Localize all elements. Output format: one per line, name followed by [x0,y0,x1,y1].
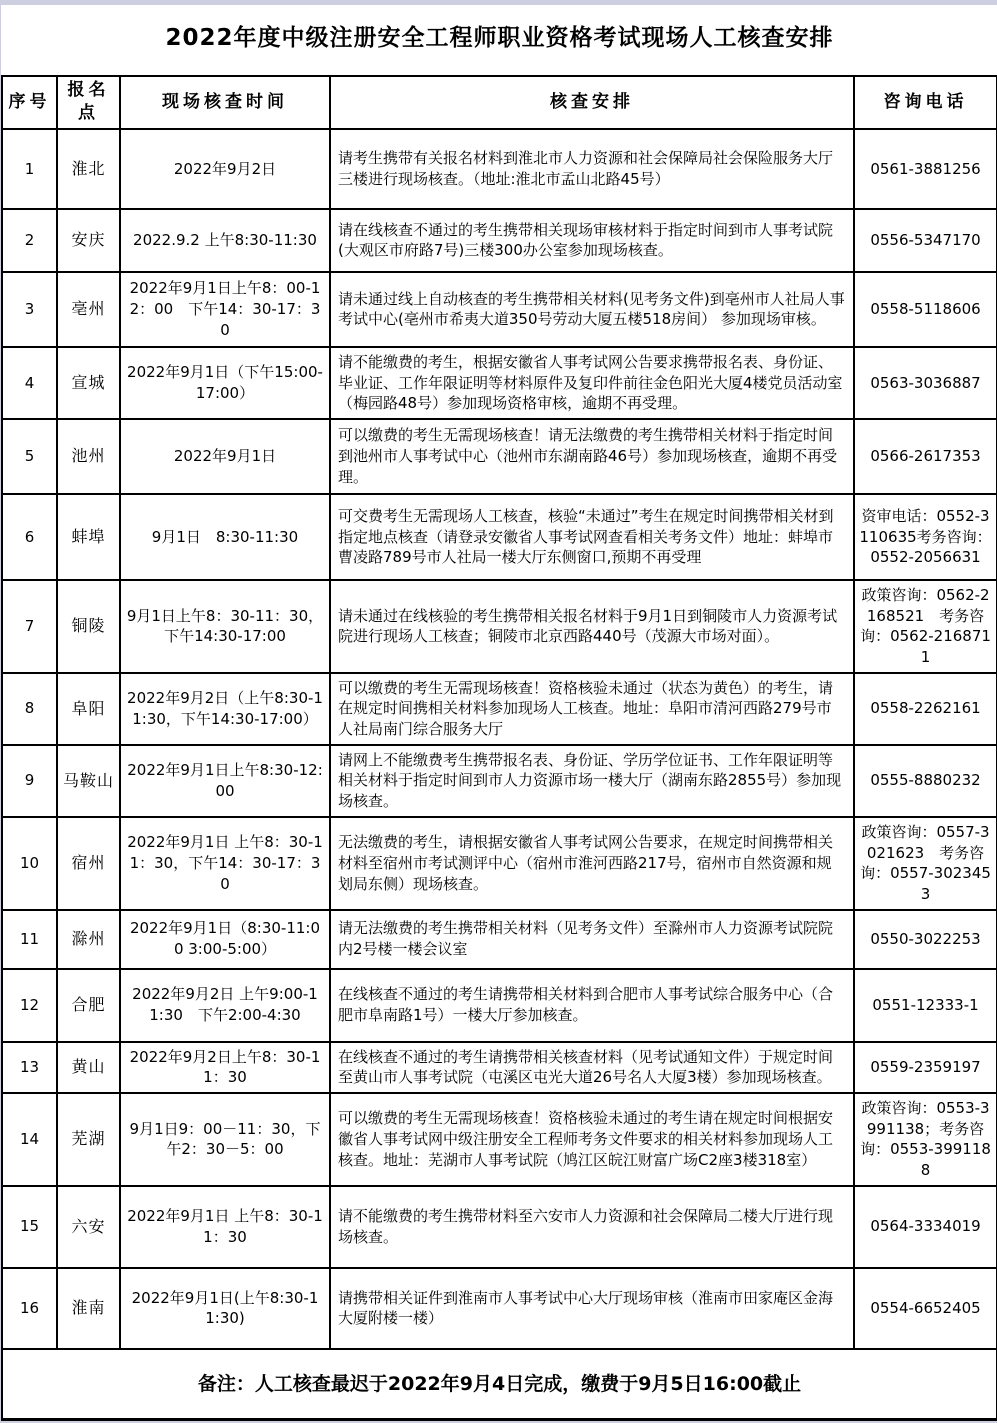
cell-registration-point: 淮南 [57,1268,120,1349]
cell-registration-point: 黄山 [57,1042,120,1093]
cell-registration-point: 宣城 [57,347,120,419]
cell-serial-number: 6 [2,494,57,580]
cell-consultation-phone: 政策咨询：0557-3021623 考务咨询：0557-3023453 [854,817,997,910]
cell-serial-number: 16 [2,1268,57,1349]
page-title: 2022年度中级注册安全工程师职业资格考试现场人工核查安排 [2,5,997,76]
cell-consultation-phone: 0563-3036887 [854,347,997,419]
cell-verification-arrangement: 请无法缴费的考生携带相关材料（见考务文件）至滁州市人力资源考试院院内2号楼一楼会议室 [330,910,854,969]
cell-consultation-phone: 0558-2262161 [854,673,997,745]
cell-verification-time: 2022年9月2日上午8：30-11：30 [120,1042,330,1093]
cell-verification-arrangement: 无法缴费的考生，请根据安徽省人事考试网公告要求，在规定时间携带相关材料至宿州市考试测评中心（宿州市淮河西路217号，宿州市自然资源和规划局东侧）现场核查。 [330,817,854,910]
cell-consultation-phone: 0554-6652405 [854,1268,997,1349]
cell-consultation-phone: 0558-5118606 [854,272,997,347]
table-row [2,1093,997,1186]
cell-verification-arrangement: 请网上不能缴费考生携带报名表、身份证、学历学位证书、工作年限证明等相关材料于指定时间到市人力资源市场一楼大厅（湖南东路2855号）参加现场核查。 [330,745,854,817]
cell-verification-arrangement: 请不能缴费的考生，根据安徽省人事考试网公告要求携带报名表、身份证、毕业证、工作年限证明等材料原件及复印件前往金色阳光大厦4楼党员活动室（梅园路48号）参加现场资格审核，逾期不再受理。 [330,347,854,419]
cell-verification-arrangement: 可以缴费的考生无需现场核查！资格核验未通过的考生请在规定时间根据安徽省人事考试网中级注册安全工程师考务文件要求的相关材料参加现场人工核查。地址：芜湖市人事考试院（鸠江区皖江财富广场C2座3楼318室） [330,1093,854,1186]
cell-registration-point: 铜陵 [57,580,120,673]
cell-serial-number: 3 [2,272,57,347]
cell-serial-number: 5 [2,419,57,494]
table-row [2,347,997,419]
cell-verification-arrangement: 请携带相关证件到淮南市人事考试中心大厅现场审核（淮南市田家庵区金海大厦附楼一楼） [330,1268,854,1349]
table-row [2,494,997,580]
cell-consultation-phone: 0551-12333-1 [854,969,997,1042]
title-row [2,5,997,76]
cell-registration-point: 宿州 [57,817,120,910]
table-row [2,910,997,969]
table-row [2,1268,997,1349]
cell-verification-time: 2022年9月1日（8:30-11:00 3:00-5:00） [120,910,330,969]
cell-registration-point: 滁州 [57,910,120,969]
cell-serial-number: 10 [2,817,57,910]
table-row [2,272,997,347]
cell-registration-point: 合肥 [57,969,120,1042]
table-body [2,129,997,1349]
cell-serial-number: 11 [2,910,57,969]
table-row [2,817,997,910]
cell-verification-time: 2022年9月2日 上午9:00-11:30 下午2:00-4:30 [120,969,330,1042]
cell-registration-point: 安庆 [57,209,120,272]
cell-registration-point: 亳州 [57,272,120,347]
cell-verification-arrangement: 可以缴费的考生无需现场核查！请无法缴费的考生携带相关材料于指定时间到池州市人事考试中心（池州市东湖南路46号）参加现场核查，逾期不再受理。 [330,419,854,494]
cell-consultation-phone: 政策咨询：0553-3991138；考务咨询：0553-3991188 [854,1093,997,1186]
cell-registration-point: 阜阳 [57,673,120,745]
cell-consultation-phone: 0566-2617353 [854,419,997,494]
cell-verification-time: 2022.9.2 上午8:30-11:30 [120,209,330,272]
cell-serial-number: 14 [2,1093,57,1186]
header-serial-number: 序号 [2,76,57,129]
cell-serial-number: 2 [2,209,57,272]
cell-verification-time: 2022年9月1日上午8：00-12：00 下午14：30-17：30 [120,272,330,347]
header-consultation-phone: 咨询电话 [854,76,997,129]
table-row [2,1042,997,1093]
table-row [2,419,997,494]
cell-verification-arrangement: 请未通过线上自动核查的考生携带相关材料(见考务文件)到亳州市人社局人事考试中心(亳州市希夷大道350号劳动大厦五楼518房间） 参加现场审核。 [330,272,854,347]
cell-serial-number: 9 [2,745,57,817]
cell-verification-time: 9月1日9：00－11：30，下午2：30－5：00 [120,1093,330,1186]
cell-verification-time: 2022年9月1日上午8:30-12:00 [120,745,330,817]
table-row [2,580,997,673]
cell-serial-number: 8 [2,673,57,745]
cell-verification-arrangement: 请不能缴费的考生携带材料至六安市人力资源和社会保障局二楼大厅进行现场核查。 [330,1186,854,1268]
cell-consultation-phone: 0550-3022253 [854,910,997,969]
cell-verification-time: 9月1日 8:30-11:30 [120,494,330,580]
cell-consultation-phone: 资审电话：0552-3110635考务咨询：0552-2056631 [854,494,997,580]
table-row [2,745,997,817]
cell-verification-time: 2022年9月1日 [120,419,330,494]
cell-verification-arrangement: 在线核查不通过的考生请携带相关核查材料（见考试通知文件）于规定时间至黄山市人事考试院（屯溪区屯光大道26号名人大厦3楼）参加现场核查。 [330,1042,854,1093]
cell-serial-number: 13 [2,1042,57,1093]
table-row [2,673,997,745]
cell-verification-arrangement: 在线核查不通过的考生请携带相关材料到合肥市人事考试综合服务中心（合肥市阜南路1号）一楼大厅参加核查。 [330,969,854,1042]
cell-verification-arrangement: 可以缴费的考生无需现场核查！资格核验未通过（状态为黄色）的考生，请在规定时间携相关材料参加现场人工核查。地址：阜阳市清河西路279号市人社局南门综合服务大厅 [330,673,854,745]
cell-verification-arrangement: 请考生携带有关报名材料到淮北市人力资源和社会保障局社会保险服务大厅三楼进行现场核查。（地址:淮北市孟山北路45号） [330,129,854,209]
cell-verification-arrangement: 请未通过在线核验的考生携带相关报名材料于9月1日到铜陵市人力资源考试院进行现场人工核查；铜陵市北京西路440号（茂源大市场对面）。 [330,580,854,673]
cell-verification-arrangement: 请在线核查不通过的考生携带相关现场审核材料于指定时间到市人事考试院(大观区市府路7号)三楼300办公室参加现场核查。 [330,209,854,272]
cell-verification-time: 2022年9月1日（下午15:00-17:00） [120,347,330,419]
cell-verification-time: 2022年9月2日 [120,129,330,209]
cell-serial-number: 15 [2,1186,57,1268]
cell-serial-number: 7 [2,580,57,673]
table-row [2,209,997,272]
cell-consultation-phone: 0561-3881256 [854,129,997,209]
note-row [2,1349,997,1420]
cell-serial-number: 4 [2,347,57,419]
cell-consultation-phone: 0555-8880232 [854,745,997,817]
table-row [2,1186,997,1268]
cell-verification-time: 2022年9月2日（上午8:30-11:30，下午14:30-17:00） [120,673,330,745]
cell-serial-number: 1 [2,129,57,209]
header-registration-point: 报名点 [57,76,120,129]
header-verification-time: 现场核查时间 [120,76,330,129]
cell-consultation-phone: 0556-5347170 [854,209,997,272]
cell-registration-point: 蚌埠 [57,494,120,580]
cell-registration-point: 芜湖 [57,1093,120,1186]
header-verification-arrangement: 核查安排 [330,76,854,129]
cell-verification-time: 2022年9月1日 上午8：30-11：30 [120,1186,330,1268]
table-header-row [2,76,997,129]
cell-verification-time: 9月1日上午8：30-11：30，下午14:30-17:00 [120,580,330,673]
cell-registration-point: 六安 [57,1186,120,1268]
cell-verification-arrangement: 可交费考生无需现场人工核查，核验“未通过”考生在规定时间携带相关材到指定地点核查（请登录安徽省人事考试网查看相关考务文件）地址：蚌埠市曹凌路789号市人社局一楼大厅东侧窗口,预期不再受理 [330,494,854,580]
note-text: 备注：人工核查最迟于2022年9月4日完成，缴费于9月5日16:00截止 [2,1349,997,1420]
cell-consultation-phone: 0564-3334019 [854,1186,997,1268]
cell-serial-number: 12 [2,969,57,1042]
cell-consultation-phone: 政策咨询：0562-2168521 考务咨询：0562-2168711 [854,580,997,673]
cell-verification-time: 2022年9月1日(上午8:30-11:30) [120,1268,330,1349]
cell-registration-point: 淮北 [57,129,120,209]
verification-schedule-table [1,5,997,1421]
cell-registration-point: 池州 [57,419,120,494]
cell-registration-point: 马鞍山 [57,745,120,817]
table-row [2,129,997,209]
cell-verification-time: 2022年9月1日 上午8：30-11：30，下午14：30-17：30 [120,817,330,910]
cell-consultation-phone: 0559-2359197 [854,1042,997,1093]
table-row [2,969,997,1042]
